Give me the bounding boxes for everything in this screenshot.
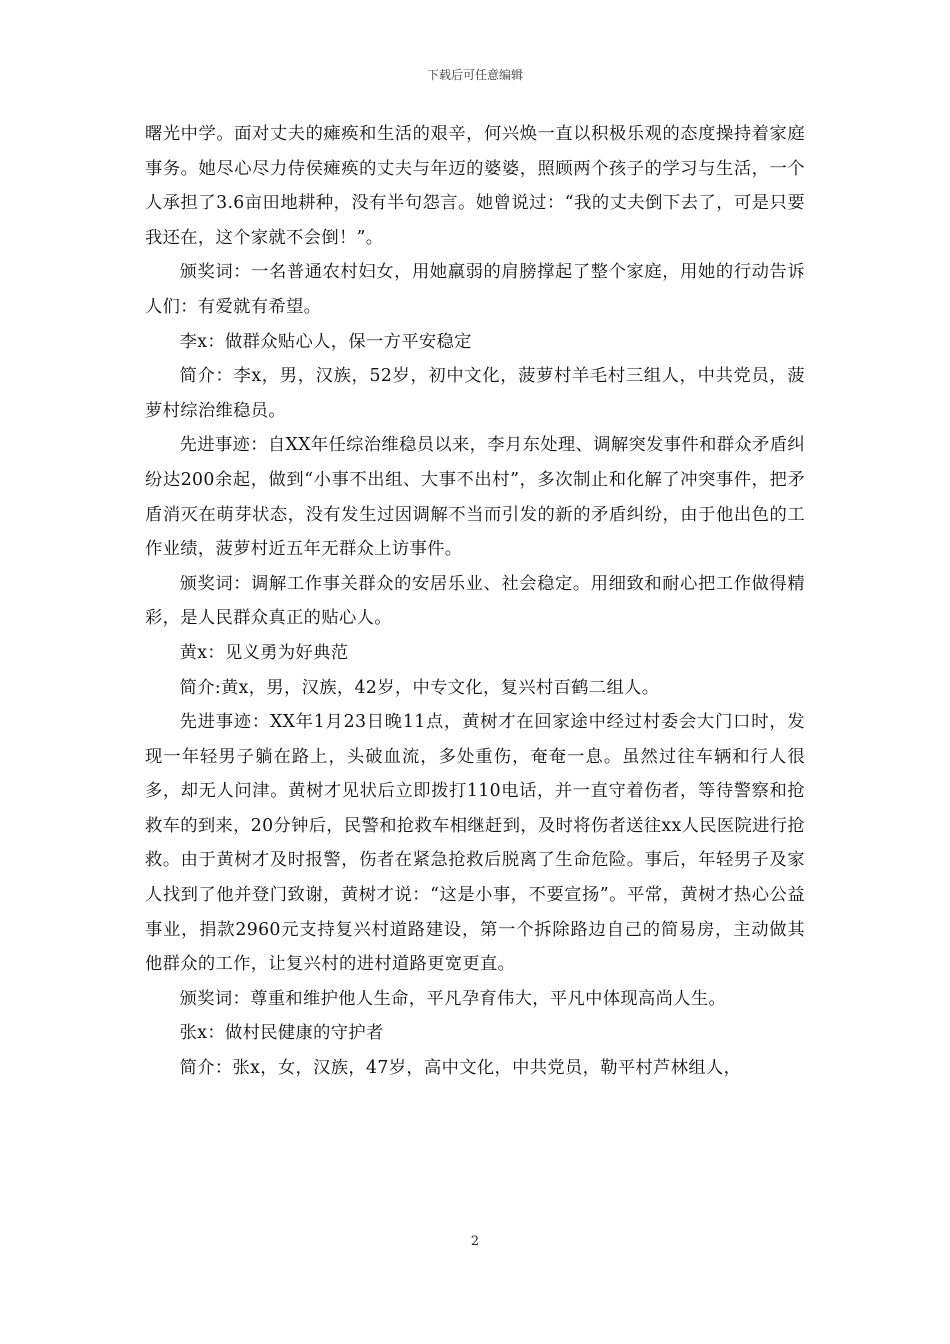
award-speech-paragraph: 颁奖词：一名普通农村妇女，用她羸弱的肩膀撑起了整个家庭，用她的行动告诉人们：有爱就有希望。 (145, 262, 805, 317)
award-speech-paragraph: 颁奖词：调解工作事关群众的安居乐业、社会稳定。用细致和耐心把工作做得精彩，是人民群众真正的贴心人。 (145, 573, 805, 629)
body-paragraph: 曙光中学。面对丈夫的瘫痪和生活的艰辛，何兴焕一直以积极乐观的态度操持着家庭事务。她尽心尽力侍侯瘫痪的丈夫与年迈的婆婆，照顾两个孩子的学习与生活，一个人承担了3.6亩田地耕种，没有半句怨言。她曾说过：“我的丈夫倒下去了，可是只要我还在，这个家就不会倒！”。 (145, 124, 805, 248)
person-heading: 张x：做村民健康的守护者 (179, 1023, 384, 1044)
person-heading: 李x：做群众贴心人，保一方平安稳定 (179, 331, 472, 352)
person-heading: 黄x：见义勇为好典范 (179, 642, 349, 663)
award-speech-paragraph: 颁奖词：尊重和维护他人生命，平凡孕育伟大，平凡中体现高尚人生。 (179, 988, 727, 1009)
intro-paragraph: 简介:黄x，男，汉族，42岁，中专文化，复兴村百鹤二组人。 (179, 677, 660, 698)
deeds-paragraph: 先进事迹：XX年1月23日晚11点，黄树才在回家途中经过村委会大门口时，发现一年轻男子躺在路上，头破血流，多处重伤，奄奄一息。虽然过往车辆和行人很多，却无人问津。黄树才见状后立即拨打110电话，并一直守着伤者，等待警察和抢救车的到来，20分钟后，民警和抢救车相继赶到，及时将伤者送往xx人民医院进行抢救。由于黄树才及时报警，伤者在紧急抢救后脱离了生命危险。事后，年轻男子及家人找到了他并登门致谢，黄树才说：“这是小事，不要宣扬”。平常，黄树才热心公益事业，捐款2960元支持复兴村道路建设，第一个拆除路边自己的简易房，主动做其他群众的工作，让复兴村的进村道路更宽更直。 (145, 712, 805, 975)
deeds-paragraph: 先进事迹：自XX年任综治维稳员以来，李月东处理、调解突发事件和群众矛盾纠纷达200余起，做到“小事不出组、大事不出村”，多次制止和化解了冲突事件，把矛盾消灭在萌芽状态，没有发生过因调解不当而引发的新的矛盾纠纷，由于他出色的工作业绩，菠萝村近五年无群众上访事件。 (145, 435, 805, 560)
intro-paragraph: 简介：张x，女，汉族，47岁，高中文化，中共党员，勒平村芦林组人， (179, 1058, 742, 1079)
page-number: 2 (470, 1234, 480, 1249)
page-header: 下载后可任意编辑 (426, 68, 523, 82)
intro-paragraph: 简介：李x，男，汉族，52岁，初中文化，菠萝村羊毛村三组人，中共党员，菠萝村综治维稳员。 (145, 366, 805, 421)
document-body (145, 117, 805, 1086)
